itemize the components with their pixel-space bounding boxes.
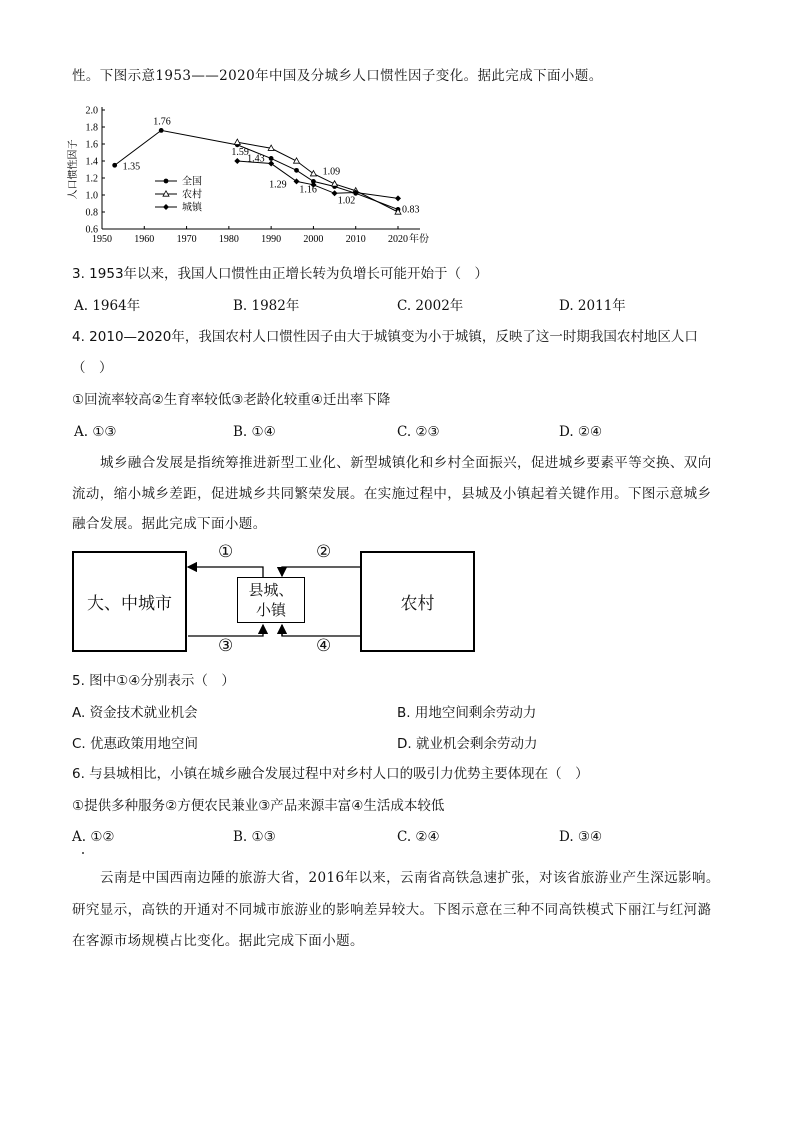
x-tick-label: 1950 <box>92 234 112 245</box>
y-tick-label: 0.8 <box>85 207 98 219</box>
y-axis-label: 人口惯性因子 <box>68 139 79 200</box>
q5-option-a[interactable]: A. 资金技术就业机会 <box>72 705 198 721</box>
y-tick-label: 2.0 <box>85 105 98 117</box>
series-0-point <box>294 168 299 173</box>
q3-option-c[interactable]: C. 2002年 <box>397 298 464 314</box>
q3-option-b[interactable]: B. 1982年 <box>233 298 300 314</box>
legend-marker-2 <box>163 204 169 210</box>
data-label: 1.76 <box>153 116 171 128</box>
q4-stem: 4. 2010—2020年，我国农村人口惯性因子由大于城镇变为小于城镇，反映了这一时期我国农村地区人口 <box>72 329 698 345</box>
q5-option-c[interactable]: C. 优惠政策用地空间 <box>72 736 199 752</box>
series-2-point <box>395 195 401 201</box>
series-1-point <box>234 139 240 144</box>
q3-stem: 3. 1953年以来，我国人口惯性由正增长转为负增长可能开始于（ ） <box>72 266 489 282</box>
series-2-point <box>332 190 338 196</box>
q5-option-d[interactable]: D. 就业机会剩余劳动力 <box>397 736 538 752</box>
q6-option-c[interactable]: C. ②④ <box>397 829 440 845</box>
rural-label: 农村 <box>400 594 435 614</box>
legend-label-1: 农村 <box>182 189 202 201</box>
series-2-point <box>268 161 274 167</box>
q6-choices: ①提供多种服务②方便农民兼业③产品来源丰富④生活成本较低 <box>72 798 445 814</box>
q4-option-b[interactable]: B. ①④ <box>233 424 276 440</box>
data-label: 1.59 <box>231 146 249 158</box>
intro-paragraph-2-line2: 流动，缩小城乡差距，促进城乡共同繁荣发展。在实施过程中，县城及小镇起着关键作用。下图示意城乡 <box>72 486 712 502</box>
data-label: 1.02 <box>337 195 356 207</box>
x-tick-label: 2010 <box>345 234 366 245</box>
data-label: 0.83 <box>402 204 420 216</box>
flow-label-4: ④ <box>316 636 332 656</box>
y-tick-label: 1.4 <box>85 156 98 168</box>
x-tick-label: 2000 <box>303 234 324 245</box>
q3-option-d[interactable]: D. 2011年 <box>559 298 626 314</box>
q5-stem: 5. 图中①④分别表示（ ） <box>72 673 235 689</box>
data-label: 1.09 <box>322 166 341 178</box>
population-inertia-chart <box>60 98 440 253</box>
data-label: 1.43 <box>247 153 265 165</box>
series-line-0 <box>115 130 398 209</box>
big-medium-city-box <box>72 551 187 652</box>
q4-option-c[interactable]: C. ②③ <box>397 424 440 440</box>
data-label: 1.29 <box>269 179 287 191</box>
x-axis-label: 年份 <box>409 234 429 245</box>
series-0-point <box>269 156 274 161</box>
x-tick-label: 1960 <box>134 234 155 245</box>
flow-arrows <box>185 555 365 650</box>
big-medium-city-label: 大、中城市 <box>87 594 172 614</box>
q4-option-a[interactable]: A. ①③ <box>74 424 117 440</box>
flow-arrow-1 <box>188 567 263 577</box>
x-tick-label: 1970 <box>176 234 197 245</box>
intro-paragraph-2-line1: 城乡融合发展是指统筹推进新型工业化、新型城镇化和乡村全面振兴，促进城乡要素平等交换、双向 <box>100 455 712 471</box>
y-tick-label: 1.0 <box>85 190 98 202</box>
legend-label-2: 城镇 <box>182 202 202 214</box>
q4-option-d[interactable]: D. ②④ <box>559 424 603 440</box>
x-tick-label: 2020 <box>388 234 408 245</box>
x-tick-label: 1990 <box>261 234 282 245</box>
data-label: 1.16 <box>299 184 317 196</box>
q4-choices: ①回流率较高②生育率较低③老龄化较重④迁出率下降 <box>72 392 391 408</box>
q4-stem-paren: （ ） <box>72 360 113 376</box>
intro-paragraph-2-line3: 融合发展。据此完成下面小题。 <box>72 516 267 532</box>
intro-paragraph-1: 性。下图示意1953——2020年中国及分城乡人口惯性因子变化。据此完成下面小题。 <box>72 68 603 84</box>
series-1-point <box>310 171 316 176</box>
flow-label-1: ① <box>218 542 234 562</box>
intro-paragraph-3-line1: 云南是中国西南边陲的旅游大省，2016年以来，云南省高铁急速扩张，对该省旅游业产生深远影响。 <box>100 870 720 886</box>
q6-option-b[interactable]: B. ①③ <box>233 829 276 845</box>
series-0-point <box>159 128 164 133</box>
series-line-2 <box>237 161 398 198</box>
county-town-label-line1: 县城、 <box>248 581 294 599</box>
county-town-label-line2: 小镇 <box>255 601 286 619</box>
y-tick-label: 1.8 <box>85 122 98 134</box>
intro-paragraph-3-line3: 在客源市场规模占比变化。据此完成下面小题。 <box>72 933 364 949</box>
q3-option-a[interactable]: A. 1964年 <box>74 298 141 314</box>
x-tick-label: 1980 <box>218 234 239 245</box>
flow-arrow-2 <box>282 567 360 576</box>
flow-label-3: ③ <box>218 636 234 656</box>
data-label: 1.35 <box>122 161 141 173</box>
stray-dot <box>82 852 84 854</box>
y-tick-label: 0.6 <box>85 224 98 236</box>
flow-arrow-4b <box>282 625 360 636</box>
series-0-point <box>112 163 117 168</box>
y-tick-label: 1.6 <box>85 139 98 151</box>
intro-paragraph-3-line2: 研究显示，高铁的开通对不同城市旅游业的影响差异较大。下图示意在三种不同高铁模式下丽江与红河潞 <box>72 902 712 918</box>
flow-arrow-3 <box>188 625 263 636</box>
q6-option-a[interactable]: A. ①② <box>72 829 115 845</box>
q6-option-d[interactable]: D. ③④ <box>559 829 603 845</box>
rural-box <box>360 551 475 652</box>
legend-marker-0 <box>164 179 169 184</box>
flow-label-2: ② <box>316 542 332 562</box>
q6-stem: 6. 与县城相比，小镇在城乡融合发展过程中对乡村人口的吸引力优势主要体现在（ ） <box>72 766 589 782</box>
series-2-point <box>234 158 240 164</box>
y-tick-label: 1.2 <box>85 173 98 185</box>
q5-option-b[interactable]: B. 用地空间剩余劳动力 <box>397 705 537 721</box>
legend-label-0: 全国 <box>182 176 202 188</box>
